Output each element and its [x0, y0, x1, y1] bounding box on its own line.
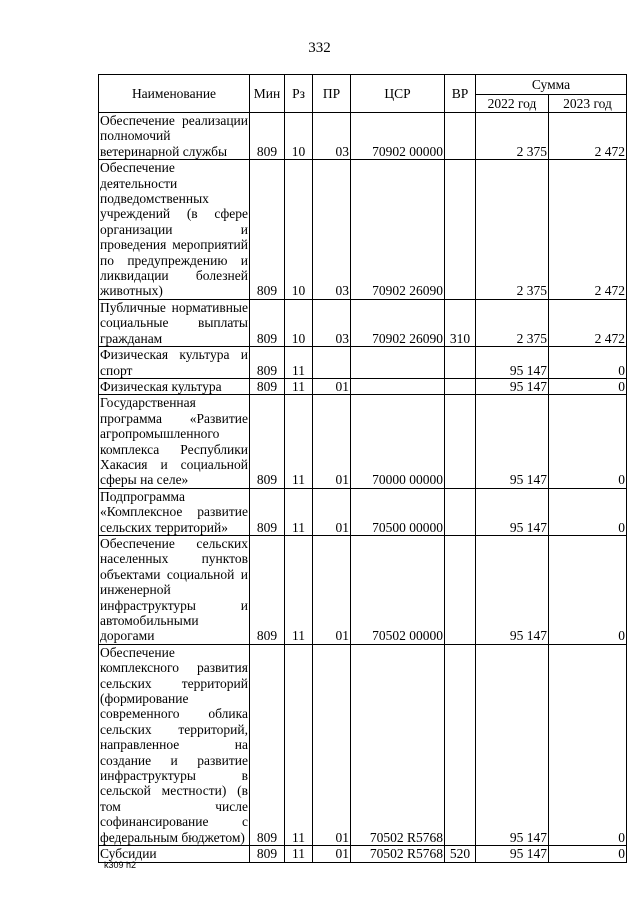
table-row	[99, 378, 627, 394]
table-row	[99, 347, 627, 379]
cell-csr: 70902 00000	[351, 113, 445, 160]
header-min: Мин	[250, 75, 285, 113]
cell-vr	[445, 644, 476, 845]
table-row	[99, 160, 627, 300]
cell-pr: 01	[313, 644, 351, 845]
cell-sum-2022: 95 147	[476, 395, 549, 488]
cell-min: 809	[250, 113, 285, 160]
cell-pr: 01	[313, 535, 351, 644]
cell-sum-2022: 2 375	[476, 299, 549, 346]
cell-sum-2023: 2 472	[549, 113, 627, 160]
cell-pr	[313, 347, 351, 379]
cell-vr	[445, 347, 476, 379]
cell-csr: 70502 R5768	[351, 644, 445, 845]
cell-vr	[445, 113, 476, 160]
cell-pr: 01	[313, 846, 351, 862]
table-row	[99, 113, 627, 160]
cell-sum-2023: 2 472	[549, 299, 627, 346]
cell-name: Физическая культура и спорт	[100, 347, 248, 378]
cell-min: 809	[250, 299, 285, 346]
header-sum: Сумма	[476, 75, 627, 95]
cell-csr: 70502 00000	[351, 535, 445, 644]
cell-rz: 11	[285, 347, 313, 379]
cell-csr: 70902 26090	[351, 299, 445, 346]
cell-sum-2023: 0	[549, 395, 627, 488]
cell-vr	[445, 160, 476, 300]
header-rz: Рз	[285, 75, 313, 113]
cell-csr	[351, 378, 445, 394]
header-name: Наименование	[99, 75, 250, 113]
cell-name: Субсидии	[99, 846, 250, 862]
cell-pr: 03	[313, 299, 351, 346]
cell-rz: 11	[285, 378, 313, 394]
cell-name: Обеспечение деятельности подведомственных учреждений (в сфере организации и проведения мероприятий по предупреждению и ликвидации болезней животных)	[100, 160, 248, 299]
cell-sum-2022: 95 147	[476, 488, 549, 535]
cell-vr: 520	[445, 846, 476, 862]
table-row	[99, 535, 627, 644]
page-number: 332	[308, 40, 331, 56]
header-year-2023: 2023 год	[549, 95, 627, 113]
cell-rz: 11	[285, 535, 313, 644]
cell-csr: 70500 00000	[351, 488, 445, 535]
cell-name: Обеспечение комплексного развития сельских территорий (формирование современного облика сельских территорий, направленное на создание и развитие инфраструктуры в сельской местности) (в том числе софинансирование с федеральным бюджетом)	[100, 644, 248, 845]
cell-rz: 10	[285, 299, 313, 346]
table-row	[99, 299, 627, 346]
table-row	[99, 488, 627, 535]
cell-sum-2022: 2 375	[476, 113, 549, 160]
cell-sum-2022: 95 147	[476, 644, 549, 845]
cell-pr: 03	[313, 160, 351, 300]
cell-sum-2023: 0	[549, 488, 627, 535]
cell-csr	[351, 347, 445, 379]
header-pr: ПР	[313, 75, 351, 113]
cell-sum-2022: 95 147	[476, 378, 549, 394]
cell-csr: 70000 00000	[351, 395, 445, 488]
cell-min: 809	[250, 347, 285, 379]
cell-vr	[445, 535, 476, 644]
cell-vr	[445, 488, 476, 535]
cell-name: Физическая культура	[99, 378, 250, 394]
table-row	[99, 644, 627, 845]
cell-rz: 11	[285, 846, 313, 862]
cell-min: 809	[250, 644, 285, 845]
cell-rz: 11	[285, 644, 313, 845]
cell-name: Государственная программа «Развитие агропромышленного комплекса Республики Хакасия и социальной сферы на селе»	[100, 395, 248, 488]
cell-min: 809	[250, 160, 285, 300]
cell-csr: 70502 R5768	[351, 846, 445, 862]
cell-csr: 70902 26090	[351, 160, 445, 300]
table-row	[99, 846, 627, 862]
cell-sum-2023: 0	[549, 378, 627, 394]
cell-min: 809	[250, 846, 285, 862]
cell-rz: 10	[285, 113, 313, 160]
cell-sum-2023: 0	[549, 644, 627, 845]
header-csr: ЦСР	[351, 75, 445, 113]
cell-vr	[445, 378, 476, 394]
cell-pr: 03	[313, 113, 351, 160]
cell-name: Обеспечение реализации полномочий ветеринарной службы	[100, 113, 248, 159]
cell-pr: 01	[313, 395, 351, 488]
cell-name: Обеспечение сельских населенных пунктов объектами социальной и инженерной инфраструктуры и автомобильными дорогами	[100, 535, 248, 644]
cell-name: Подпрограмма «Комплексное развитие сельских территорий»	[100, 488, 248, 535]
cell-sum-2022: 95 147	[476, 846, 549, 862]
cell-sum-2023: 0	[549, 347, 627, 379]
cell-rz: 11	[285, 488, 313, 535]
budget-table	[98, 74, 627, 863]
cell-min: 809	[250, 535, 285, 644]
cell-rz: 10	[285, 160, 313, 300]
header-vr: ВР	[445, 75, 476, 113]
cell-sum-2022: 2 375	[476, 160, 549, 300]
cell-vr: 310	[445, 299, 476, 346]
cell-min: 809	[250, 378, 285, 394]
cell-sum-2023: 0	[549, 535, 627, 644]
cell-vr	[445, 395, 476, 488]
cell-sum-2022: 95 147	[476, 535, 549, 644]
footer-code: k309 h2	[104, 860, 137, 870]
header-year-2022: 2022 год	[476, 95, 549, 113]
cell-rz: 11	[285, 395, 313, 488]
cell-pr: 01	[313, 488, 351, 535]
cell-min: 809	[250, 488, 285, 535]
cell-sum-2023: 2 472	[549, 160, 627, 300]
cell-pr: 01	[313, 378, 351, 394]
cell-min: 809	[250, 395, 285, 488]
cell-name: Публичные нормативные социальные выплаты гражданам	[100, 299, 248, 346]
cell-sum-2022: 95 147	[476, 347, 549, 379]
table-body	[99, 113, 627, 863]
table-row	[99, 395, 627, 488]
cell-sum-2023: 0	[549, 846, 627, 862]
